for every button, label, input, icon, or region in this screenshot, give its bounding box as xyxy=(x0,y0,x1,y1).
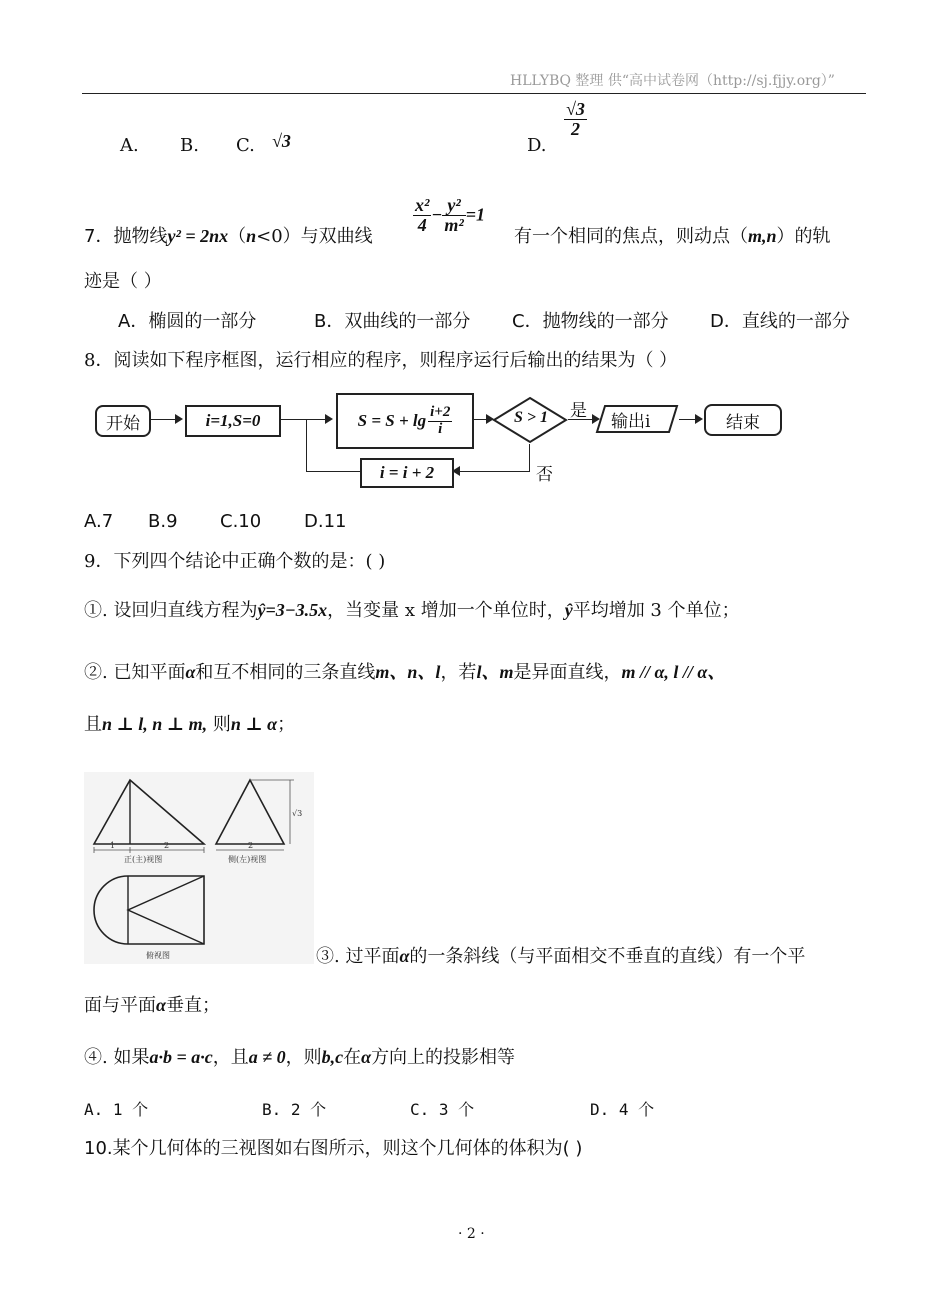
q7-option-a: A．椭圆的一部分 xyxy=(118,311,257,332)
q9-statement-1 xyxy=(84,598,740,623)
q7-text: <0）与双曲线 xyxy=(256,226,373,247)
flow-output: 输出i xyxy=(611,412,651,432)
dim-label-2: 2 xyxy=(164,841,170,850)
q7-point: m,n xyxy=(748,226,777,246)
q7-text: 有一个相同的焦点，则动点（ xyxy=(514,226,748,247)
q9-text: 面与平面 xyxy=(84,995,156,1016)
parallel-condition: m // α, l // α、 xyxy=(621,662,726,682)
q7-parabola: y² = 2nx xyxy=(167,226,229,246)
q9-text: 在 xyxy=(343,1047,362,1068)
page-header: HLLYBQ 整理 供“高中试卷网（http://sj.fjjy.org）” xyxy=(510,73,835,89)
flow-update-lhs: S = S + lg xyxy=(357,411,427,430)
q9-text: ，当变量 x 增加一个单位时， xyxy=(327,600,565,621)
lines-mnl: m、n、l xyxy=(375,662,441,682)
q9-text: ，则 xyxy=(285,1047,322,1068)
q9-text: ①. 设回归直线方程为 xyxy=(84,600,258,621)
flow-arrow xyxy=(279,419,327,420)
vector-a: α xyxy=(361,1047,372,1067)
q9-statement-2-line2 xyxy=(84,712,295,737)
q9-text: 且 xyxy=(84,714,102,735)
flow-start: 开始 xyxy=(95,405,151,437)
height-label: √3 xyxy=(292,809,303,818)
flow-loop-line xyxy=(529,444,530,472)
frac-den: i xyxy=(438,420,443,437)
dim-label-1: 1 xyxy=(110,841,116,850)
flow-condition: S > 1 xyxy=(514,409,549,426)
q10-text: 10.某个几何体的三视图如右图所示，则这个几何体的体积为( ) xyxy=(84,1138,583,1159)
y-hat: ŷ xyxy=(564,600,573,620)
frac-num: x² xyxy=(415,195,430,215)
q7-option-c: C．抛物线的一部分 xyxy=(512,311,669,332)
q7-text: ）的轨 xyxy=(776,226,831,247)
q8-option-b: B.9 xyxy=(148,511,178,532)
q7-hyperbola xyxy=(413,196,485,235)
q8-option-c: C.10 xyxy=(220,511,262,532)
frac-den: 4 xyxy=(417,214,427,235)
q6-option-c: C. xyxy=(236,135,255,156)
dot-product-equation: a·b = a·c xyxy=(149,1047,213,1067)
q9-option-c: C. 3 个 xyxy=(410,1100,475,1119)
q9-option-a: A. 1 个 xyxy=(84,1100,149,1119)
flow-init: i=1,S=0 xyxy=(185,405,281,437)
dim-label-3: 2 xyxy=(248,841,254,850)
minus-sign: − xyxy=(431,204,443,225)
flow-arrow xyxy=(149,419,177,420)
flow-end: 结束 xyxy=(704,404,782,436)
q8-option-d: D.11 xyxy=(304,511,347,532)
q7-line1-end xyxy=(514,224,831,249)
q9-text: ②. 已知平面 xyxy=(84,662,186,683)
frac-den: 2 xyxy=(570,118,580,139)
q9-text: 平均增加 3 个单位； xyxy=(572,600,740,621)
q9-text: 的一条斜线（与平面相交不垂直的直线）有一个平 xyxy=(409,946,806,967)
vectors-bc: b,c xyxy=(321,1047,344,1067)
frac-num: i+2 xyxy=(430,403,451,420)
q7-text: 抛物线 xyxy=(113,226,168,247)
q6-option-c-value: √3 xyxy=(272,131,291,151)
q9-text: 垂直； xyxy=(165,995,220,1016)
q9-text: ； xyxy=(277,714,296,735)
header-rule xyxy=(82,93,866,94)
flow-update xyxy=(336,393,474,449)
q8-text: 8．阅读如下程序框图，运行相应的程序，则程序运行后输出的结果为（ ） xyxy=(84,350,678,371)
q9-statement-3 xyxy=(316,944,805,969)
q7-option-d: D．直线的一部分 xyxy=(710,311,850,332)
q8-option-a: A.7 xyxy=(84,511,114,532)
flow-arrowhead xyxy=(175,414,183,424)
q9-text: 和互不相同的三条直线 xyxy=(195,662,376,683)
q9-option-b: B. 2 个 xyxy=(262,1100,327,1119)
q7-text: （ xyxy=(228,226,247,247)
equals-one: =1 xyxy=(465,204,485,225)
frac-num: √3 xyxy=(566,99,585,119)
q9-text: ，且 xyxy=(212,1047,249,1068)
flow-yes-label: 是 xyxy=(570,401,587,421)
q9-statement-2 xyxy=(84,660,725,685)
regression-equation: ŷ=3−3.5x xyxy=(257,600,328,620)
q7-line2: 迹是（ ） xyxy=(84,271,162,292)
frac-num: y² xyxy=(442,196,465,216)
q9-text: 9．下列四个结论中正确个数的是：( ) xyxy=(84,551,386,572)
q9-text: 方向上的投影相等 xyxy=(371,1047,516,1068)
flow-increment: i = i + 2 xyxy=(360,458,454,488)
perp-conclusion: n ⊥ α xyxy=(230,714,278,734)
perp-condition: n ⊥ l, n ⊥ m, xyxy=(102,714,208,734)
q7-var-n: n xyxy=(246,226,257,246)
q9-text: 是异面直线， xyxy=(513,662,622,683)
q9-text: 则 xyxy=(207,714,231,735)
q9-option-d: D. 4 个 xyxy=(590,1100,655,1119)
lines-lm: l、m xyxy=(476,662,514,682)
flow-arrow xyxy=(568,419,594,420)
frac-den: m² xyxy=(444,214,464,235)
q6-option-b: B. xyxy=(180,135,199,156)
q6-option-d-value xyxy=(564,100,587,139)
q7-line1 xyxy=(84,224,373,249)
flow-loop-line xyxy=(306,419,307,472)
alpha-symbol: α xyxy=(156,995,166,1015)
flow-loop-line xyxy=(458,471,530,472)
q9-text: ④. 如果 xyxy=(84,1047,150,1068)
front-view-label: 正(主)视图 xyxy=(124,855,163,864)
q7-number: 7． xyxy=(84,226,114,247)
q7-option-b: B．双曲线的一部分 xyxy=(314,311,471,332)
top-view-label: 俯视图 xyxy=(146,951,170,960)
q6-option-a: A. xyxy=(120,135,139,156)
flow-arrowhead xyxy=(695,414,703,424)
q9-statement-4 xyxy=(84,1045,515,1070)
alpha-symbol: α xyxy=(185,662,196,682)
q9-text: ③. 过平面 xyxy=(316,946,400,967)
flow-no-label: 否 xyxy=(536,465,553,485)
flow-arrowhead xyxy=(325,414,333,424)
flow-loop-line xyxy=(306,471,360,472)
side-view-label: 侧(左)视图 xyxy=(228,855,267,864)
three-view-figure xyxy=(84,772,314,964)
alpha-symbol: α xyxy=(399,946,410,966)
q9-text: ，若 xyxy=(440,662,477,683)
q6-option-d: D. xyxy=(527,135,547,156)
q9-statement-3-line2 xyxy=(84,993,220,1018)
nonzero-vector: a ≠ 0 xyxy=(248,1047,286,1067)
page-number: · 2 · xyxy=(458,1226,485,1242)
